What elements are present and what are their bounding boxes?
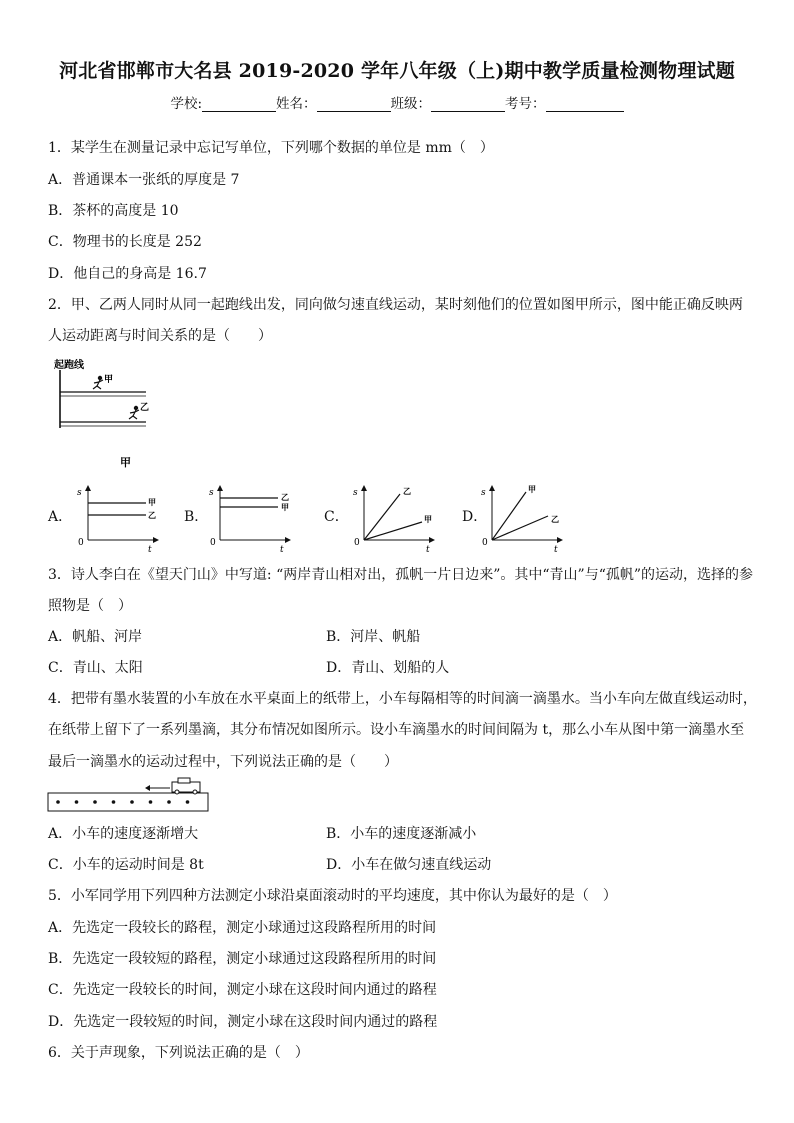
q3-option-d[interactable]: D．青山、划船的人 bbox=[326, 660, 450, 676]
q2-option-d-label[interactable]: D． bbox=[462, 509, 488, 525]
label-jia: 甲 bbox=[148, 497, 156, 507]
line-yi bbox=[364, 494, 400, 540]
q2-graph-a[interactable] bbox=[76, 482, 162, 554]
label-jia: 甲 bbox=[424, 514, 432, 524]
q1-option-d[interactable]: D．他自己的身高是 16.7 bbox=[48, 266, 207, 282]
axis-x-arrow bbox=[429, 537, 435, 543]
axis-s-label: s bbox=[77, 488, 82, 498]
q5-stem: 5．小军同学用下列四种方法测定小球沿桌面滚动时的平均速度，其中你认为最好的是（ ） bbox=[48, 888, 617, 904]
axis-t-label: t bbox=[148, 545, 152, 554]
school-label: 学校: bbox=[170, 96, 203, 112]
name-label: 姓名： bbox=[276, 96, 317, 112]
q4-stem-line1: 4．把带有墨水装置的小车放在水平桌面上的纸带上，小车每隔相等的时间滴一滴墨水。当小车向左做直线运动时， bbox=[48, 691, 757, 707]
q4-option-b[interactable]: B．小车的速度逐渐减小 bbox=[326, 826, 477, 842]
q2-stem-line1: 2．甲、乙两人同时从同一起跑线出发，同向做匀速直线运动，某时刻他们的位置如图甲所示，图中能正确反映两 bbox=[48, 297, 743, 313]
q4-stem-line3: 最后一滴墨水的运动过程中，下列说法正确的是（ ） bbox=[48, 754, 398, 770]
q2-stem-line2: 人运动距离与时间关系的是（ ） bbox=[48, 328, 272, 344]
q4-option-a[interactable]: A．小车的速度逐渐增大 bbox=[48, 826, 199, 842]
direction-arrow-icon bbox=[145, 785, 150, 791]
name-blank[interactable] bbox=[317, 97, 391, 112]
runner-yi-icon bbox=[129, 406, 139, 419]
runner-yi-label: 乙 bbox=[140, 403, 150, 413]
q1-option-b[interactable]: B．茶杯的高度是 10 bbox=[48, 203, 179, 219]
runner-jia-icon bbox=[93, 376, 103, 389]
axis-y-arrow bbox=[361, 485, 367, 491]
ink-drop bbox=[112, 800, 116, 804]
axis-x-arrow bbox=[285, 537, 291, 543]
class-label: 班级： bbox=[390, 96, 432, 112]
ink-drop bbox=[186, 800, 190, 804]
label-yi: 乙 bbox=[148, 510, 156, 520]
number-label: 考号： bbox=[505, 96, 546, 112]
paper-tape bbox=[48, 793, 208, 811]
runner-jia-label: 甲 bbox=[104, 375, 114, 385]
q3-option-a[interactable]: A．帆船、河岸 bbox=[48, 629, 143, 645]
page-title: 河北省邯郸市大名县 2019-2020 学年八年级（上)期中教学质量检测物理试题 bbox=[59, 60, 735, 82]
label-yi: 乙 bbox=[403, 486, 411, 496]
axis-y-arrow bbox=[85, 485, 91, 491]
q2-option-a-label[interactable]: A． bbox=[48, 509, 73, 525]
axis-x-arrow bbox=[557, 537, 563, 543]
start-line-label: 起跑线 bbox=[54, 360, 84, 371]
ink-drop bbox=[149, 800, 153, 804]
axis-y-arrow bbox=[217, 485, 223, 491]
q1-option-c[interactable]: C．物理书的长度是 252 bbox=[48, 234, 202, 250]
axis-t-label: t bbox=[554, 545, 558, 554]
number-blank[interactable] bbox=[546, 97, 624, 112]
axis-t-label: t bbox=[426, 545, 430, 554]
axis-s-label: s bbox=[353, 488, 358, 498]
q1-stem: 1．某学生在测量记录中忘记写单位，下列哪个数据的单位是 mm（ ） bbox=[48, 140, 494, 156]
class-blank[interactable] bbox=[431, 97, 505, 112]
ink-drop bbox=[167, 800, 171, 804]
q2-option-b-label[interactable]: B． bbox=[184, 509, 209, 525]
label-jia: 甲 bbox=[281, 502, 289, 512]
label-yi: 乙 bbox=[281, 492, 289, 502]
q4-option-c[interactable]: C．小车的运动时间是 8t bbox=[48, 857, 204, 873]
label-jia: 甲 bbox=[528, 484, 536, 494]
q5-option-b[interactable]: B．先选定一段较短的路程，测定小球通过这段路程所用的时间 bbox=[48, 951, 437, 967]
ink-drop bbox=[75, 800, 79, 804]
student-info-row bbox=[0, 92, 794, 112]
q2-start-line-figure bbox=[50, 356, 160, 476]
q6-stem: 6．关于声现象，下列说法正确的是（ ） bbox=[48, 1045, 309, 1061]
q2-graph-b[interactable] bbox=[208, 482, 294, 554]
axis-x-arrow bbox=[153, 537, 159, 543]
axis-s-label: s bbox=[481, 488, 486, 498]
ink-drop bbox=[130, 800, 134, 804]
figure-caption: 甲 bbox=[120, 456, 131, 469]
q1-option-a[interactable]: A．普通课本一张纸的厚度是 7 bbox=[48, 172, 240, 188]
q4-stem-line2: 在纸带上留下了一系列墨滴，其分布情况如图所示。设小车滴墨水的时间间隔为 t，那么小车从图中第一滴墨水至 bbox=[48, 722, 745, 738]
q3-option-b[interactable]: B．河岸、帆船 bbox=[326, 629, 421, 645]
q3-stem-line1: 3．诗人李白在《望天门山》中写道: “两岸青山相对出，孤帆一片日边来”。其中“青山”与“孤帆”的运动，选择的参 bbox=[48, 567, 754, 583]
origin-label: 0 bbox=[78, 538, 84, 548]
q4-paper-tape-figure bbox=[46, 776, 212, 816]
axis-t-label: t bbox=[280, 545, 284, 554]
origin-label: 0 bbox=[210, 538, 216, 548]
axis-y-arrow bbox=[489, 485, 495, 491]
q2-graph-d[interactable] bbox=[480, 482, 570, 554]
q3-stem-line2: 照物是（ ） bbox=[48, 598, 132, 614]
q5-option-c[interactable]: C．先选定一段较长的时间，测定小球在这段时间内通过的路程 bbox=[48, 982, 437, 998]
ink-drop bbox=[56, 800, 60, 804]
q3-option-c[interactable]: C．青山、太阳 bbox=[48, 660, 143, 676]
q5-option-a[interactable]: A．先选定一段较长的路程，测定小球通过这段路程所用的时间 bbox=[48, 920, 437, 936]
q4-option-d[interactable]: D．小车在做匀速直线运动 bbox=[326, 857, 492, 873]
line-jia bbox=[364, 522, 422, 540]
q2-graph-c[interactable] bbox=[348, 482, 438, 554]
ink-drop bbox=[93, 800, 97, 804]
q5-option-d[interactable]: D．先选定一段较短的时间，测定小球在这段时间内通过的路程 bbox=[48, 1014, 438, 1030]
label-yi: 乙 bbox=[551, 514, 559, 524]
origin-label: 0 bbox=[354, 538, 360, 548]
school-blank[interactable] bbox=[202, 97, 276, 112]
axis-s-label: s bbox=[209, 488, 214, 498]
origin-label: 0 bbox=[482, 538, 488, 548]
q2-option-c-label[interactable]: C． bbox=[324, 509, 349, 525]
toy-car-icon bbox=[172, 778, 200, 794]
